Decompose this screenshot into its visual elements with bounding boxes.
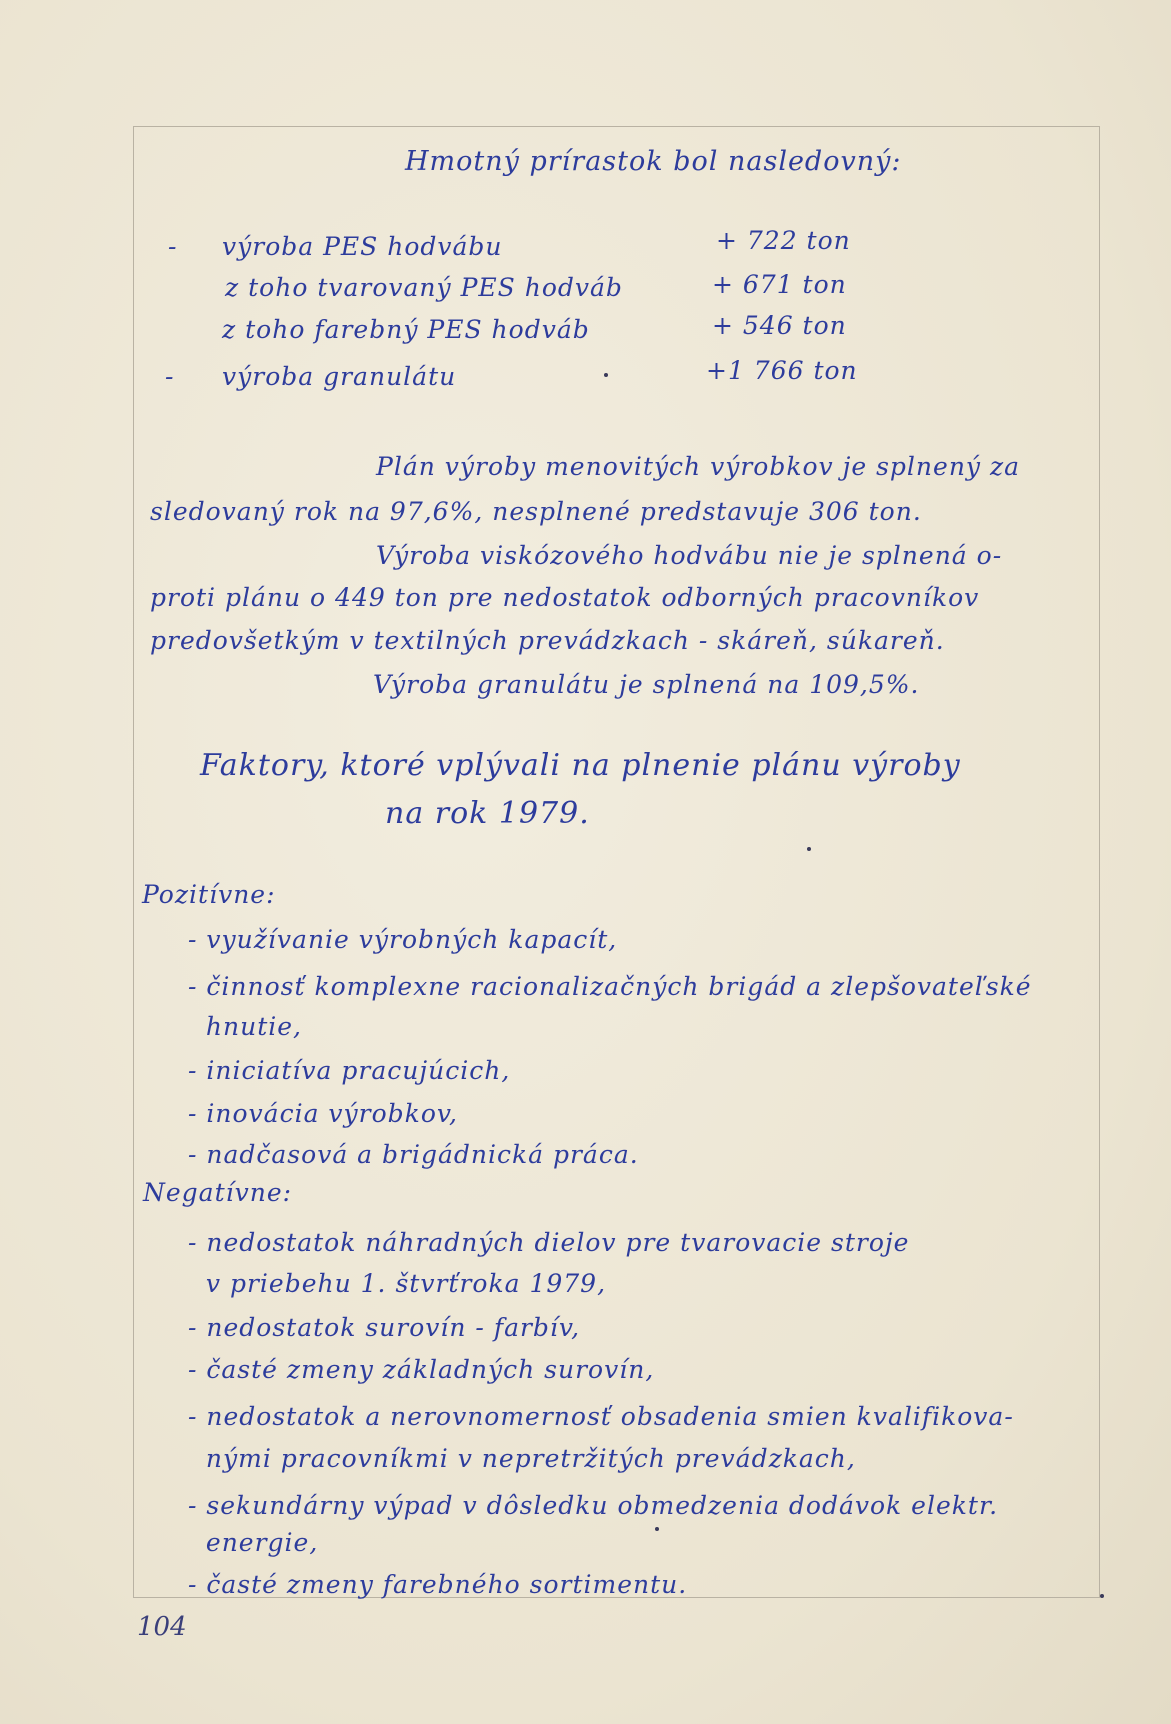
negative-item-3: - nedostatok surovín - farbív, <box>188 1313 581 1342</box>
negative-item-5: - nedostatok a nerovnomernosť obsadenia smien kvalifikova- <box>188 1402 1014 1431</box>
paragraph-line-1: Plán výroby menovitých výrobkov je splnený za <box>376 452 1021 481</box>
negative-label: Negatívne: <box>143 1178 293 1207</box>
production-value-2: + 671 ton <box>712 270 847 299</box>
ink-dot <box>807 847 811 851</box>
positive-item-5: - inovácia výrobkov, <box>188 1099 458 1128</box>
positive-item-1: - využívanie výrobných kapacít, <box>188 925 618 954</box>
positive-item-6: - nadčasová a brigádnická práca. <box>188 1140 639 1169</box>
production-value-4: +1 766 ton <box>706 356 858 385</box>
production-item-1: výroba PES hodvábu <box>222 232 503 261</box>
positive-item-2: - činnosť komplexne racionalizačných brigád a zlepšovateľské <box>188 972 1032 1001</box>
production-item-4: výroba granulátu <box>222 362 457 391</box>
ink-dot <box>1100 1594 1104 1598</box>
production-dash-4: - <box>165 362 175 391</box>
page-number: 104 <box>137 1612 187 1642</box>
negative-item-4: - časté zmeny základných surovín, <box>188 1355 655 1384</box>
negative-item-7: - sekundárny výpad v dôsledku obmedzenia dodávok elektr. <box>188 1491 999 1520</box>
negative-item-2: v priebehu 1. štvrťroka 1979, <box>188 1269 607 1298</box>
ink-dot <box>604 373 608 377</box>
negative-item-6: nými pracovníkmi v nepretržitých prevádzkach, <box>188 1444 856 1473</box>
production-item-3: z toho farebný PES hodváb <box>222 315 590 344</box>
positive-label: Pozitívne: <box>142 880 276 909</box>
production-value-1: + 722 ton <box>716 226 851 255</box>
production-value-3: + 546 ton <box>712 311 847 340</box>
ink-dot <box>655 1527 659 1531</box>
paragraph-line-6: Výroba granulátu je splnená na 109,5%. <box>373 670 920 699</box>
paragraph-line-2: sledovaný rok na 97,6%, nesplnené predstavuje 306 ton. <box>150 497 922 526</box>
paragraph-line-5: predovšetkým v textilných prevádzkach - skáreň, súkareň. <box>150 626 945 655</box>
heading: Hmotný prírastok bol nasledovný: <box>405 146 902 177</box>
negative-item-8: energie, <box>188 1528 319 1557</box>
positive-item-4: - iniciatíva pracujúcich, <box>188 1056 511 1085</box>
factors-title-line-1: Faktory, ktoré vplývali na plnenie plánu výroby <box>200 748 961 783</box>
factors-title-line-2: na rok 1979. <box>385 796 590 831</box>
paragraph-line-4: proti plánu o 449 ton pre nedostatok odborných pracovníkov <box>150 583 980 612</box>
positive-item-3: hnutie, <box>188 1012 302 1041</box>
production-item-2: z toho tvarovaný PES hodváb <box>225 273 623 302</box>
paragraph-line-3: Výroba viskózového hodvábu nie je splnená o- <box>376 541 1003 570</box>
negative-item-1: - nedostatok náhradných dielov pre tvarovacie stroje <box>188 1228 910 1257</box>
negative-item-9: - časté zmeny farebného sortimentu. <box>188 1570 688 1599</box>
production-dash-1: - <box>168 232 178 261</box>
